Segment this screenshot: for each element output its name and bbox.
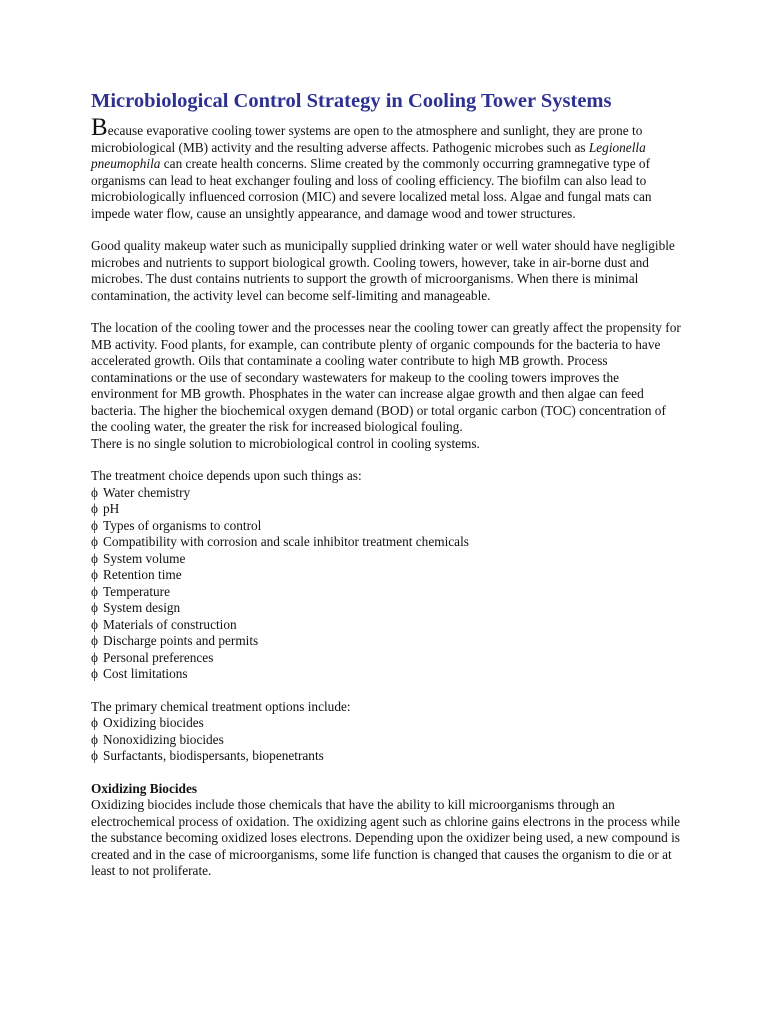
list-item <box>91 666 681 683</box>
bullet-symbol: ϕ <box>91 715 98 730</box>
bullet-symbol: ϕ <box>91 567 98 582</box>
treatment-intro: The treatment choice depends upon such things as: <box>91 468 362 483</box>
list-item-label: System volume <box>103 550 186 566</box>
list-item-label: Cost limitations <box>103 666 188 681</box>
paragraph-makeup-water: Good quality makeup water such as municipally supplied drinking water or well water should have negligible microbes and nutrients to support biological growth. Cooling towers, however, take in air-borne dust and microbes. The dust contains nutrients to support the growth of microorganisms. When there is minimal contamination, the activity level can become self-limiting and manageable. <box>91 238 675 303</box>
intro-paragraph <box>91 114 681 222</box>
list-item-label: Nonoxidizing biocides <box>103 731 224 747</box>
page-title: Microbiological Control Strategy in Cooling Tower Systems <box>91 90 612 112</box>
paragraph-location: The location of the cooling tower and the processes near the cooling tower can greatly affect the propensity for MB activity. Food plants, for example, can contribute plenty of organic compounds for the bacteria to have accelerated growth. Oils that contaminate a cooling water contribute to high MB growth. Process contaminations or the use of secondary wastewaters for makeup to the cooling towers improves the environment for MB growth. Phosphates in the water can increase algae growth and then algae can feed bacteria. The higher the biochemical oxygen demand (BOD) or total organic carbon (TOC) concentration of the cooling water, the greater the risk for increased biological fouling. <box>91 320 681 434</box>
intro-italic-species: Legionella pneumophila <box>91 139 646 171</box>
list-item-label: Retention time <box>103 567 182 582</box>
list-item-label: Types of organisms to control <box>103 517 262 533</box>
list-item-label: Compatibility with corrosion and scale inhibitor treatment chemicals <box>103 534 469 549</box>
section-heading: Oxidizing Biocides <box>91 780 198 796</box>
options-intro: The primary chemical treatment options include: <box>91 698 351 714</box>
list-item <box>91 584 681 601</box>
list-item-label: pH <box>103 501 120 516</box>
bullet-symbol: ϕ <box>91 501 98 516</box>
paragraph-no-single-solution: There is no single solution to microbiological control in cooling systems. <box>91 435 480 451</box>
list-item <box>91 732 681 749</box>
bullet-symbol: ϕ <box>91 731 98 747</box>
list-item <box>91 551 681 568</box>
section-paragraph: Oxidizing biocides include those chemicals that have the ability to kill microorganisms through an electrochemical process of oxidation. The oxidizing agent such as chlorine gains electrons in the process while the substance becoming oxidized loses electrons. Depending upon the oxidizer being used, a new compound is created and in the case of microorganisms, some life function is changed that causes the organism to die or at least to not proliferate. <box>91 797 681 878</box>
bullet-symbol: ϕ <box>91 550 98 566</box>
bullet-symbol: ϕ <box>91 534 98 549</box>
bullet-symbol: ϕ <box>91 649 98 665</box>
list-item-label: System design <box>103 600 181 615</box>
intro-text-end: can create health concerns. Slime created by the commonly occurring gramnegative type of organisms can lead to heat exchanger fouling and loss of cooling efficiency. The biofilm can also lead to microbiologically influenced corrosion (MIC) and severe localized metal loss. Algae and fungal mats can impede water flow, cause an unsightly appearance, and damage wood and tower structures. <box>91 156 652 221</box>
list-item-label: Personal preferences <box>103 649 214 665</box>
list-item <box>91 534 681 551</box>
bullet-symbol: ϕ <box>91 583 98 599</box>
intro-text-start: ecause evaporative cooling tower systems are open to the atmosphere and sunlight, they are prone to microbiological (MB) activity and the resulting adverse affects. Pathogenic microbes such as <box>91 123 643 155</box>
document-page <box>91 88 681 880</box>
bullet-symbol: ϕ <box>91 616 98 632</box>
list-item <box>91 501 681 518</box>
list-item <box>91 518 681 535</box>
bullet-symbol: ϕ <box>91 517 98 533</box>
list-item <box>91 567 681 584</box>
treatment-options-list <box>91 715 681 765</box>
list-item <box>91 485 681 502</box>
list-item-label: Water chemistry <box>103 484 191 500</box>
list-item <box>91 633 681 650</box>
bullet-symbol: ϕ <box>91 484 98 500</box>
list-item <box>91 650 681 667</box>
list-item <box>91 600 681 617</box>
list-item-label: Discharge points and permits <box>103 633 259 648</box>
bullet-symbol: ϕ <box>91 748 98 763</box>
list-item-label: Materials of construction <box>103 616 237 632</box>
list-item-label: Temperature <box>103 583 170 599</box>
list-item-label: Oxidizing biocides <box>103 715 204 730</box>
bullet-symbol: ϕ <box>91 600 98 615</box>
bullet-symbol: ϕ <box>91 633 98 648</box>
treatment-factors-list <box>91 485 681 683</box>
drop-cap: B <box>91 114 108 141</box>
list-item <box>91 715 681 732</box>
list-item <box>91 617 681 634</box>
list-item-label: Surfactants, biodispersants, biopenetrants <box>103 748 324 763</box>
bullet-symbol: ϕ <box>91 666 98 681</box>
list-item <box>91 748 681 765</box>
